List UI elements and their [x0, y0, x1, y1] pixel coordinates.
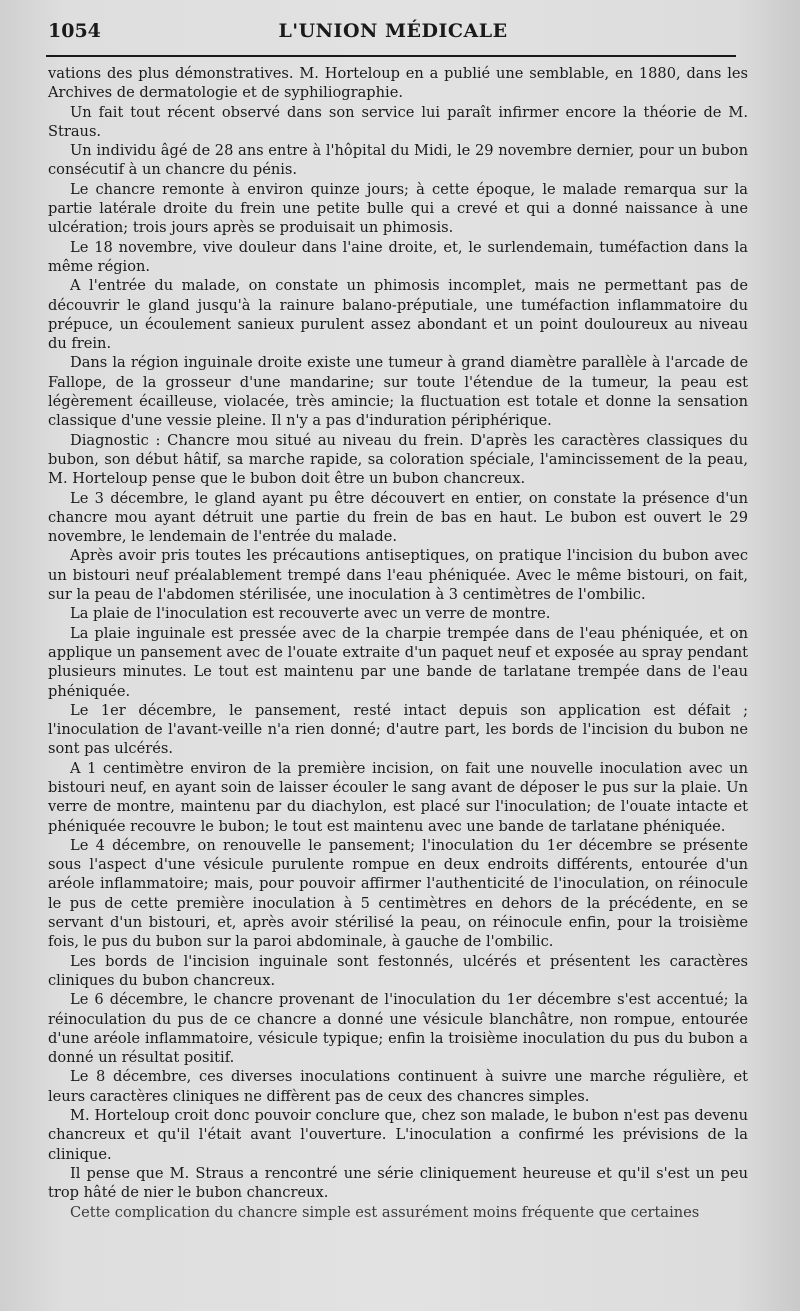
paragraph: Le 8 décembre, ces diverses inoculations continuent à suivre une marche régulière, et leurs caractères cliniques ne diffèrent pas de ceux des chancres simples.	[48, 1068, 748, 1105]
paragraph: Le 3 décembre, le gland ayant pu être découvert en entier, on constate la présence d'un chancre mou ayant détruit une partie du frein de bas en haut. Le bubon est ouvert le 29 novembre, le lendemain de l'entrée du malade.	[48, 489, 748, 546]
article-body	[48, 64, 748, 1222]
paragraph: Diagnostic : Chancre mou situé au niveau du frein. D'après les caractères classiques du bubon, son début hâtif, sa marche rapide, sa coloration spéciale, l'amincissement de la peau, M. Horteloup pense que le bubon doit être un bubon chancreux.	[48, 431, 748, 488]
paragraph: Cette complication du chancre simple est assurément moins fréquente que certaines	[70, 1203, 700, 1221]
paragraph: Le 6 décembre, le chancre provenant de l'inoculation du 1er décembre s'est accentué; la réinoculation du pus de ce chancre a donné une vésicule blanchâtre, non rompue, entourée d'une aréole inflammatoire, vésicule typique; enfin la troisième inoculation du pus du bubon a donné un résultat positif.	[48, 991, 748, 1067]
page-number: 1054	[48, 20, 101, 42]
paragraph: M. Horteloup croit donc pouvoir conclure que, chez son malade, le bubon n'est pas devenu chancreux et qu'il l'était avant l'ouverture. L'inoculation a confirmé les prévisions de la clinique.	[48, 1107, 748, 1163]
paragraph: Le 18 novembre, vive douleur dans l'aine droite, et, le surlendemain, tuméfaction dans la même région.	[48, 238, 748, 275]
paragraph: La plaie inguinale est pressée avec de la charpie trempée dans de l'eau phéniquée, et on applique un pansement avec de l'ouate extraite d'un paquet neuf et exposée au spray pendant plusieurs minutes. Le tout est maintenu par une bande de tarlatane trempée dans de l'eau phéniquée.	[48, 624, 748, 700]
paragraph: Un individu âgé de 28 ans entre à l'hôpital du Midi, le 29 novembre dernier, pour un bubon consécutif à un chancre du pénis.	[48, 142, 748, 179]
header-rule	[46, 55, 736, 57]
paragraph: A l'entrée du malade, on constate un phimosis incomplet, mais ne permettant pas de découvrir le gland jusqu'à la rainure balano-préputiale, une tuméfaction inflammatoire du prépuce, un écoulement sanieux purulent assez abondant et un point douloureux au niveau du frein.	[48, 277, 748, 353]
paragraph: Dans la région inguinale droite existe une tumeur à grand diamètre parallèle à l'arcade de Fallope, de la grosseur d'une mandarine; sur toute l'étendue de la tumeur, la peau est légèrement écailleuse, violacée, très amincie; la fluctuation est totale et donne la sensation classique d'une vessie pleine. Il n'y a pas d'induration périphérique.	[48, 354, 748, 430]
page-header	[48, 18, 738, 46]
paragraph: A 1 centimètre environ de la première incision, on fait une nouvelle inoculation avec un bistouri neuf, en ayant soin de laisser écouler le sang avant de déposer le pus sur la plaie. Un verre de montre, maintenu par du diachylon, est placé sur l'inoculation; de l'ouate intacte et phéniquée recouvre le bubon; le tout est maintenu avec une bande de tarlatane phéniquée.	[48, 759, 748, 835]
paragraph: Les bords de l'incision inguinale sont festonnés, ulcérés et présentent les caractères cliniques du bubon chancreux.	[48, 952, 748, 989]
paragraph: La plaie de l'inoculation est recouverte avec un verre de montre.	[70, 605, 551, 623]
paragraph: Le 4 décembre, on renouvelle le pansement; l'inoculation du 1er décembre se présente sous l'aspect d'une vésicule purulente rompue en deux endroits différents, entourée d'un aréole inflammatoire; mais, pour pouvoir affirmer l'authenticité de l'inoculation, on réinocule le pus de cette première inoculation à 5 centimètres en dehors de la précédente, en se servant d'un bistouri, et, après avoir stérilisé la peau, on réinocule enfin, pour la troisième fois, le pus du bubon sur la paroi abdominale, à gauche de l'ombilic.	[48, 836, 748, 951]
paragraph: Le chancre remonte à environ quinze jours; à cette époque, le malade remarqua sur la partie latérale droite du frein une petite bulle qui a crevé et qui a donné naissance à une ulcération; trois jours après se produisait un phimosis.	[48, 180, 748, 237]
paragraph: Il pense que M. Straus a rencontré une série cliniquement heureuse et qu'il s'est un peu trop hâté de nier le bubon chancreux.	[48, 1164, 748, 1202]
paragraph: Le 1er décembre, le pansement, resté intact depuis son application est défait ; l'inoculation de l'avant-veille n'a rien donné; d'autre part, les bords de l'incision du bubon ne sont pas ulcérés.	[48, 701, 748, 758]
paragraph: vations des plus démonstratives. M. Horteloup en a publié une semblable, en 1880, dans les Archives de dermatologie et de syphiliographie.	[48, 65, 748, 102]
paragraph: Un fait tout récent observé dans son service lui paraît infirmer encore la théorie de M. Straus.	[48, 103, 748, 140]
running-title: L'UNION MÉDICALE	[278, 20, 508, 42]
paragraph: Après avoir pris toutes les précautions antiseptiques, on pratique l'incision du bubon avec un bistouri neuf préalablement trempé dans l'eau phéniquée. Avec le même bistouri, on fait, sur la peau de l'abdomen stérilisée, une inoculation à 3 centimètres de l'ombilic.	[48, 547, 748, 604]
